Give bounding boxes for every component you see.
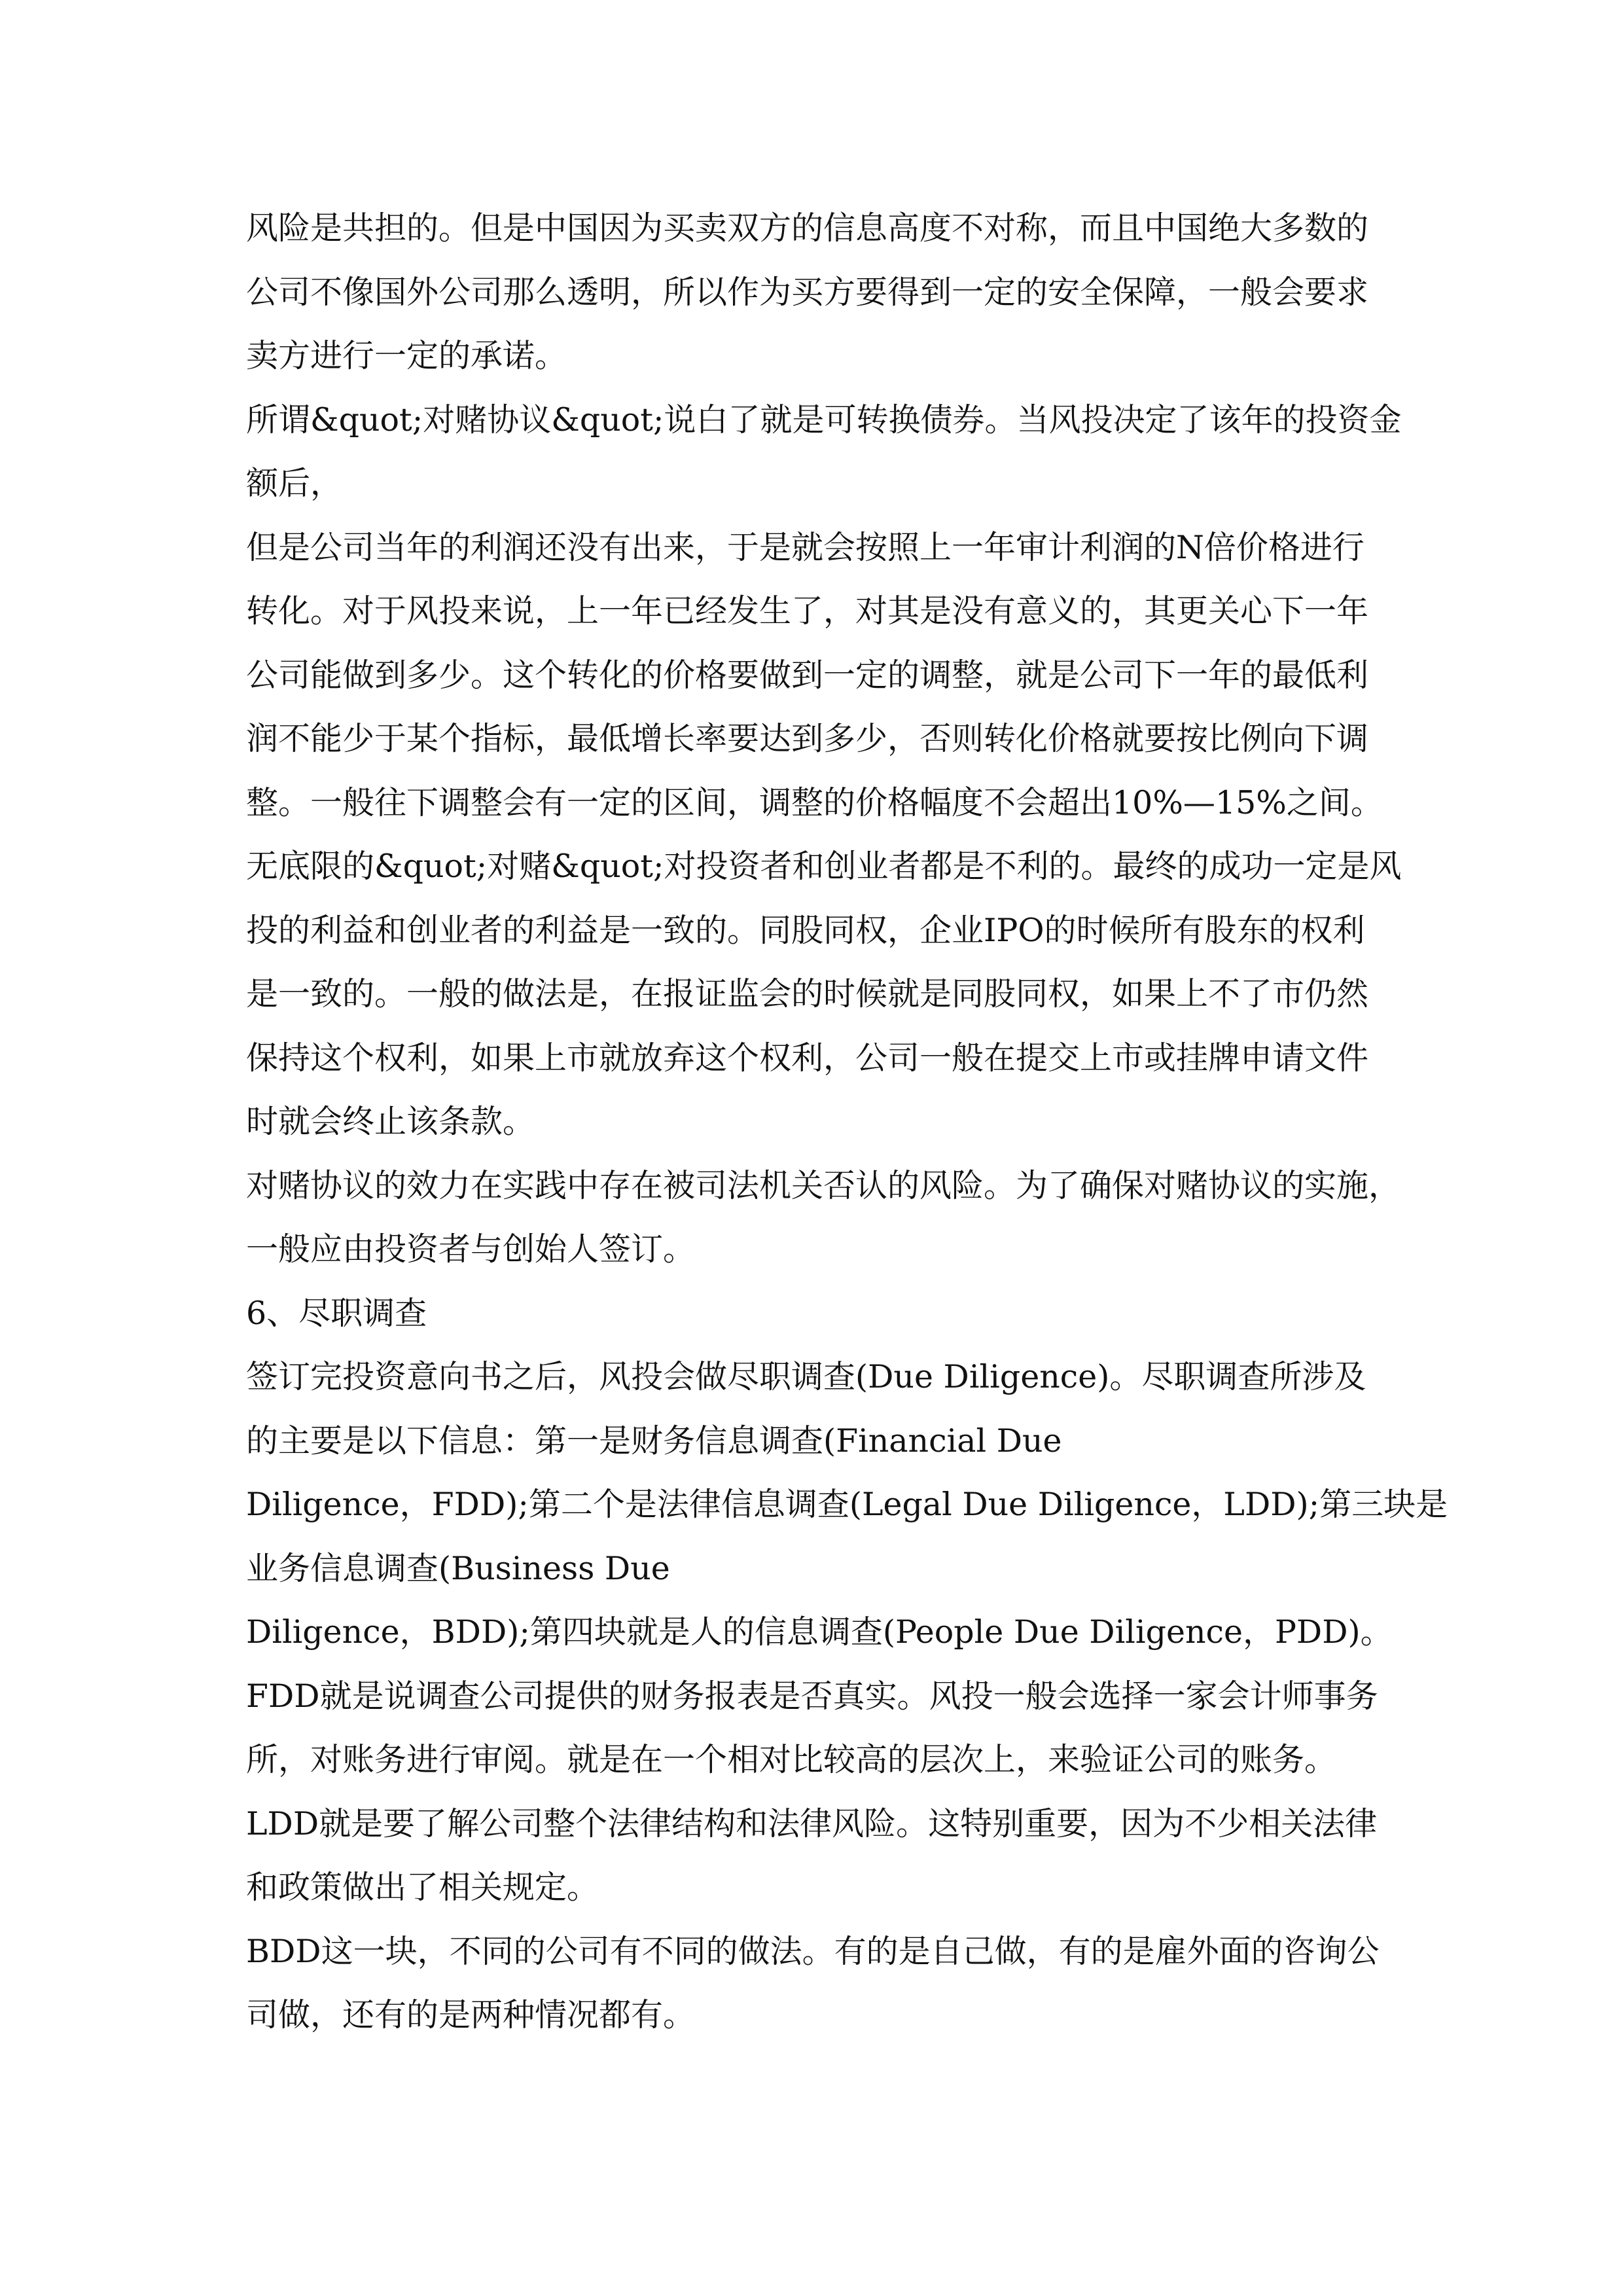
text-line: 额后， <box>246 465 343 502</box>
body-text <box>246 196 1448 2047</box>
text-line: 对赌协议的效力在实践中存在被司法机关否认的风险。为了确保对赌协议的实施， <box>246 1166 1401 1204</box>
text-line: Diligence，FDD);第二个是法律信息调查(Legal Due Diligence，LDD);第三块是 <box>246 1486 1448 1523</box>
text-line: 所谓&quot;对赌协议&quot;说白了就是可转换债券。当风投决定了该年的投资金 <box>246 401 1402 439</box>
text-line: 司做，还有的是两种情况都有。 <box>246 1996 696 2034</box>
text-line: 一般应由投资者与创始人签订。 <box>246 1230 696 1268</box>
text-line: 整。一般往下调整会有一定的区间，调整的价格幅度不会超出10%—15%之间。 <box>246 783 1383 821</box>
text-line: 和政策做出了相关规定。 <box>246 1869 599 1906</box>
text-line: FDD就是说调查公司提供的财务报表是否真实。风投一般会选择一家会计师事务 <box>246 1677 1378 1715</box>
text-line: 投的利益和创业者的利益是一致的。同股同权，企业IPO的时候所有股东的权利 <box>246 911 1365 949</box>
text-line: 润不能少于某个指标，最低增长率要达到多少，否则转化价格就要按比例向下调 <box>246 720 1369 757</box>
text-line: 业务信息调查(Business Due <box>246 1549 670 1587</box>
text-line: 风险是共担的。但是中国因为买卖双方的信息高度不对称，而且中国绝大多数的 <box>246 209 1369 247</box>
text-line: 所，对账务进行审阅。就是在一个相对比较高的层次上，来验证公司的账务。 <box>246 1741 1337 1778</box>
text-line: 转化。对于风投来说，上一年已经发生了，对其是没有意义的，其更关心下一年 <box>246 592 1369 630</box>
text-line: 是一致的。一般的做法是，在报证监会的时候就是同股同权，如果上不了市仍然 <box>246 975 1369 1013</box>
text-line: Diligence，BDD);第四块就是人的信息调查(People Due Diligence，PDD)。 <box>246 1613 1393 1651</box>
text-line: 公司能做到多少。这个转化的价格要做到一定的调整，就是公司下一年的最低利 <box>246 656 1369 694</box>
text-line: 时就会终止该条款。 <box>246 1103 535 1140</box>
section-heading: 6、尽职调查 <box>246 1294 427 1332</box>
text-line: LDD就是要了解公司整个法律结构和法律风险。这特别重要，因为不少相关法律 <box>246 1804 1378 1842</box>
text-line: 无底限的&quot;对赌&quot;对投资者和创业者都是不利的。最终的成功一定是风 <box>246 848 1402 885</box>
text-line: 的主要是以下信息：第一是财务信息调查(Financial Due <box>246 1422 1062 1460</box>
text-line: 公司不像国外公司那么透明，所以作为买方要得到一定的安全保障，一般会要求 <box>246 273 1369 311</box>
text-line: BDD这一块，不同的公司有不同的做法。有的是自己做，有的是雇外面的咨询公 <box>246 1932 1380 1970</box>
text-line: 卖方进行一定的承诺。 <box>246 337 567 374</box>
text-line: 签订完投资意向书之后，风投会做尽职调查(Due Diligence)。尽职调查所涉及 <box>246 1358 1366 1395</box>
text-line: 但是公司当年的利润还没有出来，于是就会按照上一年审计利润的N倍价格进行 <box>246 528 1364 566</box>
text-line: 保持这个权利，如果上市就放弃这个权利，公司一般在提交上市或挂牌申请文件 <box>246 1039 1369 1077</box>
